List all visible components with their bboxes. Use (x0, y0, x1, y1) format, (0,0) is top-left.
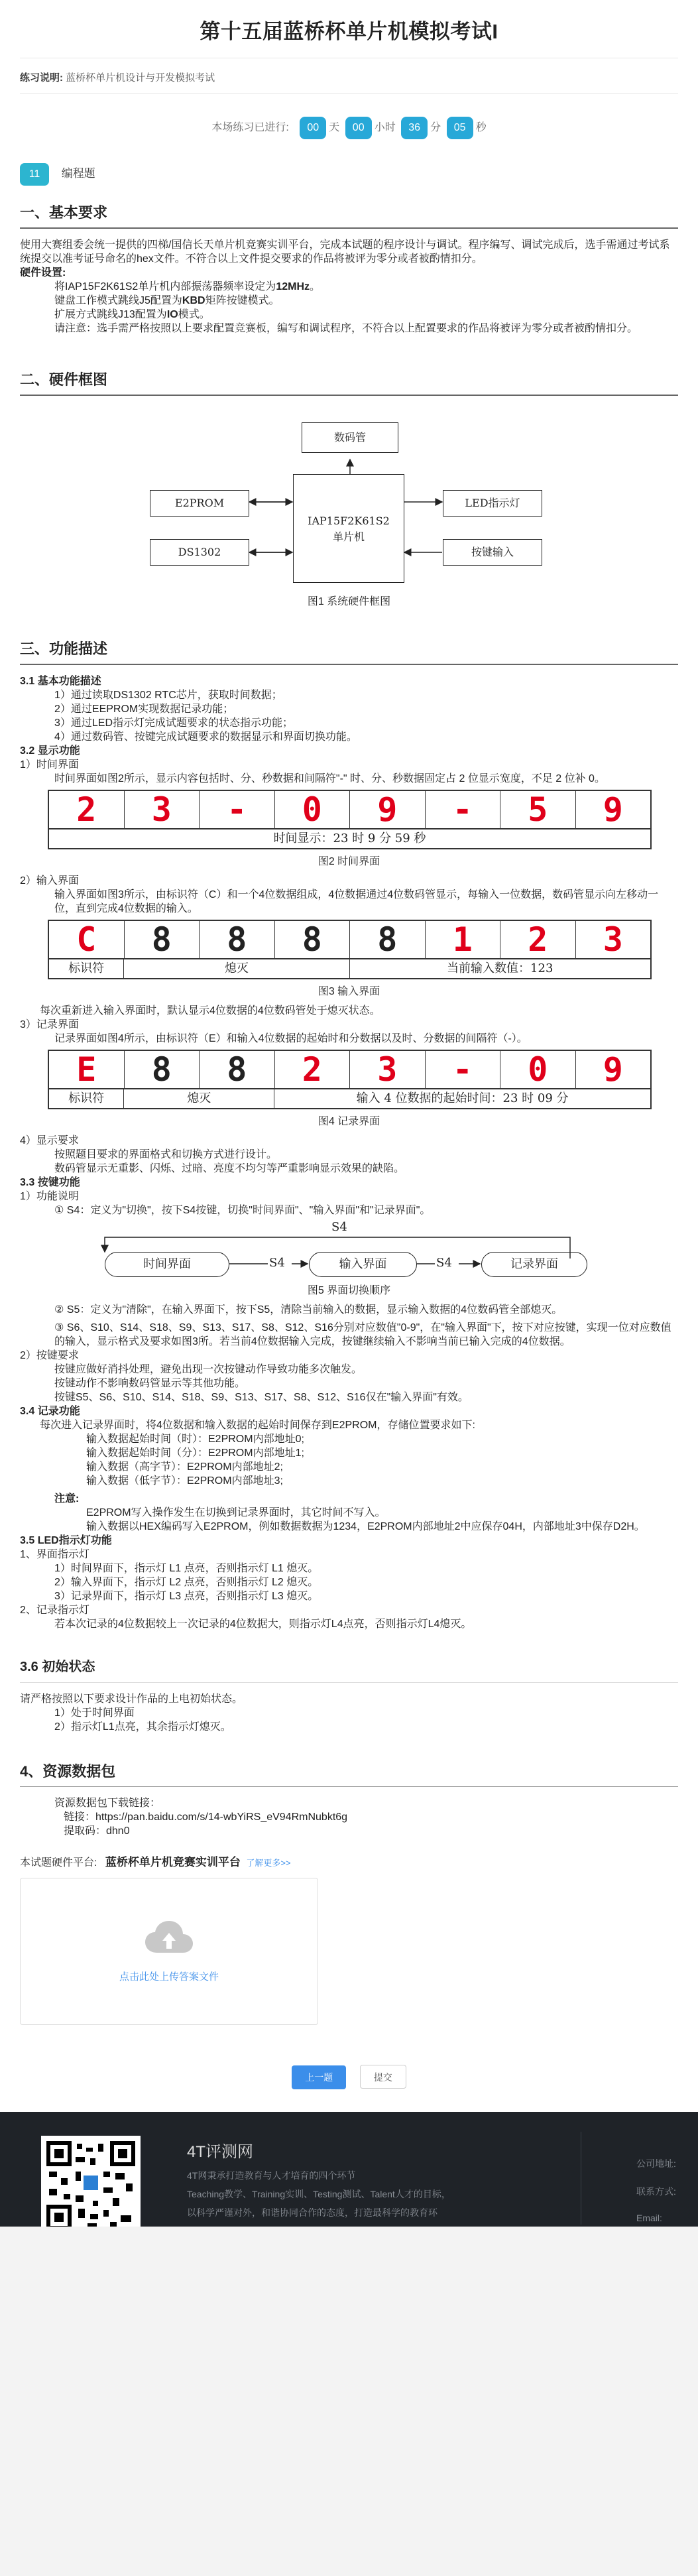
footer-line-3: 以科学严谨对外，和谐协同合作的态度，打造最科学的教育环 (187, 2207, 437, 2218)
figure2-time-display (20, 790, 678, 849)
footer-address-label: 公司地址: (636, 2158, 676, 2169)
display-item-1: 1）时间界面 (20, 759, 79, 770)
fig4-digit: 8 (200, 1051, 275, 1088)
fig4-digit: 2 (275, 1051, 351, 1088)
led-item-2: 2、记录指示灯 (20, 1605, 89, 1616)
basic-requirement-text: 使用大赛组委会统一提供的四梯/国信长天单片机竞赛实训平台，完成本试题的程序设计与调试。程序编写、调试完成后，选手需通过考试系统提交以准考证号命名的hex文件。不符合以上文件提交要求的作品将被评为零分或者被酌情扣分。 (20, 239, 670, 265)
fig4-footer-off: 熄灭 (124, 1089, 274, 1108)
fig4-footer-time: 输入 4 位数据的起始时间：23 时 09 分 (356, 1091, 569, 1105)
fig5-input-interface: 输入界面 (309, 1252, 417, 1277)
timer-hours-unit: 小时 (374, 122, 396, 133)
site-footer (0, 2112, 698, 2227)
fig4-segment-row (48, 1050, 652, 1089)
fig4-digit: 8 (125, 1051, 200, 1088)
section-heading-resources: 4、资源数据包 (20, 1763, 116, 1780)
fig3-footer-value: 当前输入数值：123 (447, 961, 553, 975)
fig3-digit: 1 (426, 921, 501, 958)
basic-func-4: 4）通过数码管、按键完成试题要求的数据显示和界面切换功能。 (54, 731, 357, 743)
display-item-4: 4）显示要求 (20, 1135, 79, 1146)
key-req-2: 按键动作不影响数码管显示等其他功能。 (54, 1378, 246, 1389)
upload-answer-area[interactable] (20, 1878, 318, 2025)
page-title: 第十五届蓝桥杯单片机模拟考试I (200, 20, 498, 43)
hardware-block-diagram (20, 405, 678, 597)
time-interface-desc: 时间界面如图2所示，显示内容包括时、分、秒数据和间隔符"-" 时、分、秒数据固定占 2 位显示宽度，不足 2 位补 0。 (54, 773, 605, 784)
figure5-interface-switch (20, 1217, 678, 1278)
box-led: LED指示灯 (443, 490, 542, 517)
fig3-footer-off: 熄灭 (124, 959, 349, 978)
timer-days-unit: 天 (329, 122, 340, 133)
fig4-footer (48, 1089, 652, 1109)
fig2-digit: 2 (49, 791, 125, 828)
cloud-upload-icon (144, 1918, 194, 1957)
box-ds1302: DS1302 (150, 539, 249, 566)
timer-hours: 00 (345, 117, 372, 139)
fig3-digit: 8 (200, 921, 275, 958)
upload-answer-text: 点击此处上传答案文件 (119, 1971, 219, 1983)
input-interface-note: 每次重新进入输入界面时，默认显示4位数据的4位数码管处于熄灭状态。 (40, 1005, 380, 1016)
resource-code: 提取码：dhn0 (64, 1825, 130, 1837)
basic-func-1: 1）通过读取DS1302 RTC芯片，获取时间数据； (54, 690, 282, 701)
box-e2prom: E2PROM (150, 490, 249, 517)
key-number-desc: ③ S6、S10、S14、S18、S9、S13、S17、S8、S12、S16分别对应数值"0-9"，在"输入界面"下，按下对应按键，实现一位对应数值的输入，显示格式及要求如图3所。若当前4位数据输入完成，按键继续输入不影响当前已输入完成的4位数据。 (54, 1322, 671, 1347)
fig5-s4-label-a: S4 (269, 1256, 285, 1270)
init-state-desc: 请严格按照以下要求设计作品的上电初始状态。 (20, 1693, 243, 1705)
platform-more-link[interactable]: 了解更多>> (246, 1858, 291, 1868)
fig4-digit: 9 (603, 1050, 623, 1089)
footer-email-label: Email: (636, 2213, 662, 2223)
timer-prefix: 本场练习已进行: (211, 122, 289, 133)
fig3-segment-row (48, 920, 652, 959)
fig2-digit: 0 (275, 791, 351, 828)
heading-3-1: 3.1 基本功能描述 (20, 676, 101, 687)
fig2-footer-text: 时间显示：23 时 9 分 59 秒 (273, 831, 426, 845)
note-label: 注意: (54, 1493, 80, 1504)
description-label: 练习说明: (20, 72, 63, 84)
prev-question-button[interactable]: 上一题 (292, 2065, 346, 2089)
display-req-1: 按照题目要求的界面格式和切换方式进行设计。 (54, 1149, 278, 1160)
led-rule-1: 1）时间界面下，指示灯 L1 点亮，否则指示灯 L1 熄灭。 (54, 1563, 319, 1574)
mcu-label: 单片机 (332, 530, 365, 543)
question-header (0, 156, 698, 195)
figure3-input-display (20, 920, 678, 979)
description-text: 蓝桥杯单片机设计与开发模拟考试 (66, 72, 215, 84)
fig4-digit: 3 (350, 1051, 426, 1088)
section-heading-basic: 一、基本要求 (20, 204, 108, 221)
footer-line-1: 4T网秉承打造教育与人才培育的四个环节 (187, 2170, 356, 2181)
fig3-digit: 3 (603, 920, 623, 959)
question-number-badge: 11 (20, 163, 49, 186)
resource-link[interactable]: 链接：https://pan.baidu.com/s/14-wbYiRS_eV94RmNubkt6g (64, 1811, 348, 1823)
submit-button[interactable]: 提交 (360, 2065, 406, 2089)
fig3-digit: 8 (275, 921, 351, 958)
footer-line-2: Teaching教学、Training实训、Testing测试、Talent人才的目标， (187, 2189, 451, 2199)
fig3-digit: C (49, 921, 125, 958)
question-type: 编程题 (61, 167, 95, 180)
fig4-footer-id: 标识符 (49, 1089, 124, 1108)
heading-3-3: 3.3 按键功能 (20, 1177, 80, 1188)
led-item-1: 1、界面指示灯 (20, 1549, 89, 1560)
heading-3-6: 3.6 初始状态 (20, 1660, 95, 1674)
mcu-model: IAP15F2K61S2 (308, 515, 390, 527)
box-key-input: 按键输入 (443, 539, 542, 566)
timer-minutes: 36 (401, 117, 428, 139)
action-buttons (0, 2025, 698, 2112)
hw-setting-2: 键盘工作模式跳线J5配置为KBD矩阵按键模式。 (54, 295, 280, 306)
fig2-digit: 3 (125, 791, 200, 828)
record-addr-2: 输入数据（高字节）：E2PROM内部地址2; (86, 1461, 283, 1473)
heading-3-5: 3.5 LED指示灯功能 (20, 1535, 112, 1546)
fig2-segment-row (48, 790, 652, 829)
key-item-1: 1）功能说明 (20, 1191, 79, 1202)
fig2-footer (48, 829, 652, 849)
footer-brand: 4T评测网 (187, 2143, 254, 2161)
fig3-footer (48, 959, 652, 979)
figure2-caption: 图2 时间界面 (318, 856, 380, 867)
fig2-digit: 5 (500, 791, 576, 828)
figure5-caption: 图5 界面切换顺序 (307, 1285, 391, 1296)
record-func-desc: 每次进入记录界面时，将4位数据和输入数据的起始时间保存到E2PROM，存储位置要求如下: (40, 1420, 475, 1431)
fig2-digit: 9 (603, 790, 623, 829)
record-addr-3: 输入数据（低字节）：E2PROM内部地址3; (86, 1475, 283, 1487)
fig2-digit: 9 (350, 791, 426, 828)
figure1-caption: 图1 系统硬件框图 (307, 596, 391, 607)
fig5-record-interface: 记录界面 (481, 1252, 587, 1277)
fig3-digit: 8 (125, 921, 200, 958)
timer-seconds-unit: 秒 (475, 122, 487, 133)
fig4-digit: - (426, 1051, 501, 1088)
record-interface-desc: 记录界面如图4所示，由标识符（E）和输入4位数据的起始时和分数据以及时、分数据的间隔符（-）。 (54, 1033, 528, 1044)
platform-label: 本试题硬件平台: (20, 1857, 97, 1869)
init-state-1: 1）处于时间界面 (54, 1707, 135, 1719)
fig5-time-interface: 时间界面 (105, 1252, 229, 1277)
fig2-digit: - (200, 791, 275, 828)
basic-func-2: 2）通过EEPROM实现数据记录功能； (54, 704, 234, 715)
fig4-digit: 0 (500, 1051, 576, 1088)
led-rule-4: 若本次记录的4位数据较上一次记录的4位数据大，则指示灯L4点亮，否则指示灯L4熄灭。 (54, 1619, 472, 1630)
led-rule-3: 3）记录界面下，指示灯 L3 点亮，否则指示灯 L3 熄灭。 (54, 1591, 319, 1602)
platform-name: 蓝桥杯单片机竞赛实训平台 (105, 1856, 241, 1869)
hw-setting-note: 请注意：选手需严格按照以上要求配置竞赛板，编写和调试程序，不符合以上配置要求的作品将被评为零分或者被酌情扣分。 (54, 323, 638, 334)
record-addr-1: 输入数据起始时间（分）：E2PROM内部地址1; (86, 1447, 304, 1459)
section-heading-function: 三、功能描述 (20, 641, 108, 657)
section-heading-hardware: 二、硬件框图 (20, 371, 108, 388)
key-s5-desc: ② S5：定义为"清除"，在输入界面下，按下S5，清除当前输入的数据，显示输入数据的4位数码管全部熄灭。 (54, 1304, 563, 1316)
platform-row (20, 1855, 678, 1870)
fig3-digit: 8 (350, 921, 426, 958)
box-segment-display: 数码管 (302, 422, 398, 453)
question-content (0, 195, 698, 2025)
heading-3-4: 3.4 记录功能 (20, 1406, 80, 1417)
qr-code-image (46, 2141, 135, 2227)
display-item-3: 3）记录界面 (20, 1019, 79, 1030)
key-req-3: 按键S5、S6、S10、S14、S18、S9、S13、S17、S8、S12、S16仅在"输入界面"有效。 (54, 1392, 469, 1403)
note-1: E2PROM写入操作发生在切换到记录界面时，其它时间不写入。 (86, 1507, 386, 1518)
fig5-s4-label-b: S4 (436, 1256, 452, 1270)
fig3-digit: 2 (500, 921, 576, 958)
display-req-2: 数码管显示无重影、闪烁、过暗、亮度不均匀等严重影响显示效果的缺陷。 (54, 1163, 405, 1174)
input-interface-desc: 输入界面如图3所示，由标识符（C）和一个4位数据组成，4位数据通过4位数码管显示，每输入一位数据，数码管显示向左移动一位，直到完成4位数据的输入。 (54, 889, 659, 914)
resource-download-label: 资源数据包下载链接： (54, 1798, 161, 1809)
note-2: 输入数据以HEX编码写入E2PROM，例如数据数据为1234，E2PROM内部地址2中应保存04H，内部地址3中保存D2H。 (86, 1521, 645, 1532)
led-rule-2: 2）输入界面下，指示灯 L2 点亮，否则指示灯 L2 熄灭。 (54, 1577, 319, 1588)
display-item-2: 2）输入界面 (20, 875, 79, 887)
figure3-caption: 图3 输入界面 (318, 986, 380, 997)
hw-setting-1: 将IAP15F2K61S2单片机内部振荡器频率设定为12MHz。 (54, 281, 321, 292)
record-addr-0: 输入数据起始时间（时）：E2PROM内部地址0; (86, 1434, 304, 1445)
timer-minutes-unit: 分 (430, 122, 441, 133)
timer-seconds: 05 (447, 117, 473, 139)
footer-contact-label: 联系方式: (636, 2186, 676, 2197)
key-s4-desc: ① S4：定义为"切换"，按下S4按键，切换"时间界面"、"输入界面"和"记录界面"。 (54, 1205, 431, 1216)
timer-days: 00 (300, 117, 326, 139)
elapsed-timer (0, 94, 698, 156)
hardware-settings-label: 硬件设置: (20, 267, 66, 278)
fig5-s4-loop-label: S4 (331, 1220, 347, 1234)
init-state-2: 2）指示灯L1点亮，其余指示灯熄灭。 (54, 1721, 231, 1733)
qr-code (41, 2136, 141, 2227)
figure4-caption: 图4 记录界面 (318, 1116, 380, 1127)
key-req-1: 按键应做好消抖处理，避免出现一次按键动作导致功能多次触发。 (54, 1364, 363, 1375)
figure4-record-display (20, 1050, 678, 1109)
fig3-footer-id: 标识符 (49, 959, 124, 978)
hw-setting-3: 扩展方式跳线J13配置为IO模式。 (54, 309, 210, 320)
basic-func-3: 3）通过LED指示灯完成试题要求的状态指示功能； (54, 717, 294, 729)
key-item-2: 2）按键要求 (20, 1350, 79, 1361)
heading-3-2: 3.2 显示功能 (20, 745, 80, 757)
practice-description (0, 58, 698, 93)
fig2-digit: - (426, 791, 501, 828)
box-mcu (293, 474, 404, 583)
fig4-digit: E (49, 1051, 125, 1088)
